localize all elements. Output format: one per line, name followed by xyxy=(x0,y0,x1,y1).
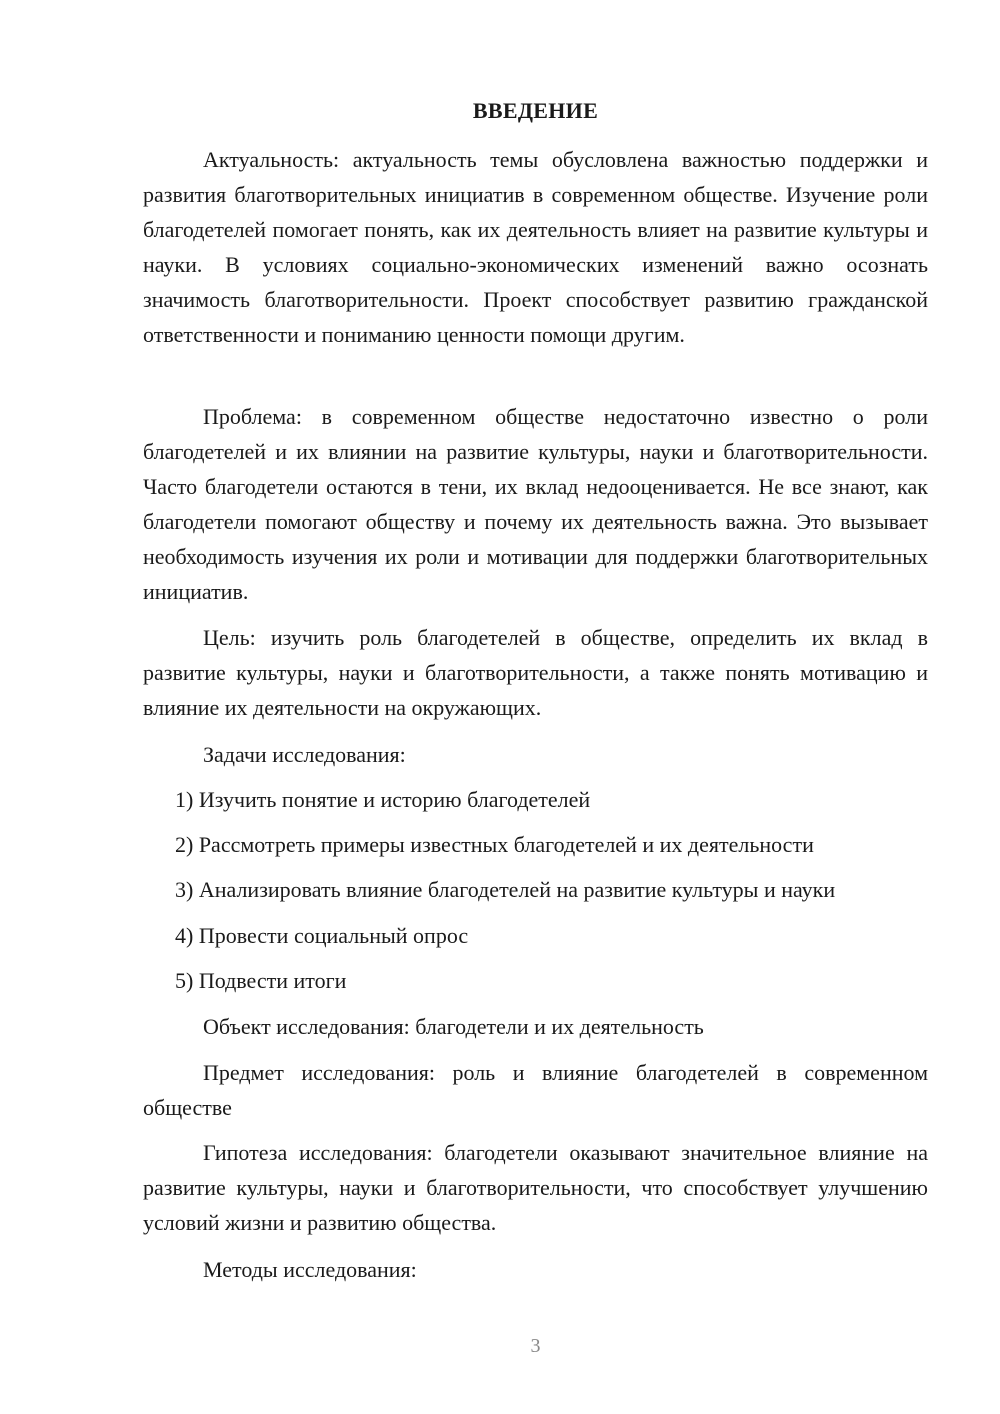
hypothesis-paragraph: Гипотеза исследования: благодетели оказывают значительное влияние на развитие культуры, науки и благотворительности, что способствует улучшению условий жизни и развитию общества. xyxy=(143,1140,928,1235)
tasks-heading: Задачи исследования: xyxy=(203,742,406,767)
relevance-paragraph: Актуальность: актуальность темы обусловлена важностью поддержки и развития благотворительных инициатив в современном обществе. Изучение роли благодетелей помогает понять, как их деятельность влияет на развитие культуры и науки. В условиях социально-экономических изменений важно осознать значимость благотворительности. Проект способствует развитию гражданской ответственности и пониманию ценности помощи другим. xyxy=(143,147,928,347)
problem-paragraph: Проблема: в современном обществе недостаточно известно о роли благодетелей и их влиянии на развитие культуры, науки и благотворительности. Часто благодетели остаются в тени, их вклад недооценивается. Не все знают, как благодетели помогают обществу и почему их деятельность важна. Это вызывает необходимость изучения их роли и мотивации для поддержки благотворительных инициатив. xyxy=(143,404,928,604)
task-item-2: 2) Рассмотреть примеры известных благодетелей и их деятельности xyxy=(175,832,814,857)
task-item-4: 4) Провести социальный опрос xyxy=(175,923,469,948)
object-paragraph: Объект исследования: благодетели и их деятельность xyxy=(203,1014,704,1039)
task-item-5: 5) Подвести итоги xyxy=(175,968,347,993)
page-title: ВВЕДЕНИЕ xyxy=(472,98,599,123)
goal-paragraph: Цель: изучить роль благодетелей в обществе, определить их вклад в развитие культуры, науки и благотворительности, а также понять мотивацию и влияние их деятельности на окружающих. xyxy=(143,625,928,720)
task-item-1: 1) Изучить понятие и историю благодетелей xyxy=(175,787,591,812)
subject-paragraph: Предмет исследования: роль и влияние благодетелей в современном обществе xyxy=(143,1060,928,1120)
task-item-3: 3) Анализировать влияние благодетелей на развитие культуры и науки xyxy=(175,877,836,902)
methods-heading: Методы исследования: xyxy=(203,1257,417,1282)
page-number: 3 xyxy=(530,1335,541,1357)
